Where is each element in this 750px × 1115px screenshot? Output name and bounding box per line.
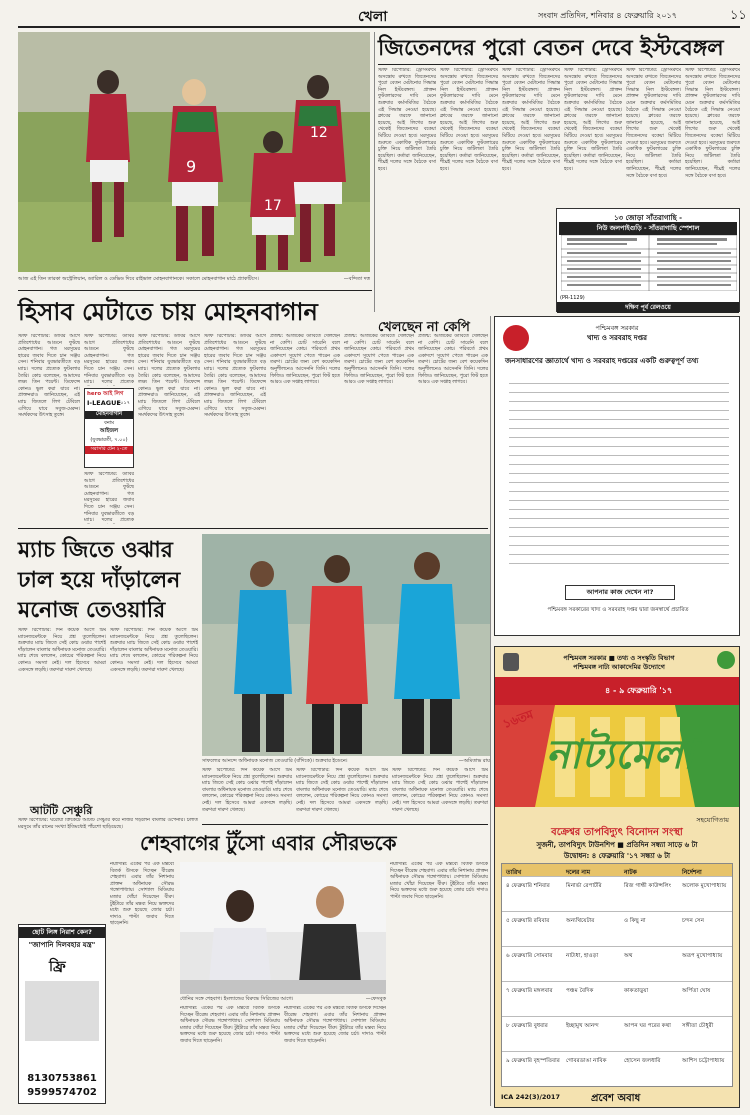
- schedule-play: ও কিছু না: [624, 918, 646, 924]
- ileague-fixture-box: [84, 388, 134, 468]
- ad-free-badge: ফ্রি: [49, 959, 66, 975]
- story3-headline-l1: ম্যাচ জিতে ওঝার: [18, 537, 173, 563]
- story2-body-col1: স্টাফ রিপোর্টার: ডার্বির আগে প্রতিশোধের আগুনে ফুটছে মোহনবাগান। গত মরসুমের হারের জবাব দিতে চান সঞ্জয় সেন। শনিবার যুবভারতীতে বড় ম্যাচ। দলের প্রত্যেক ফুটবলার তৈরি। কোচ বলেছেন, আমাদের লক্ষ্য তিন পয়েন্ট। ডিফেন্সে কোনও ভুল করা যাবে না। প্রাক্তনরাও জানিয়েছেন, এই ম্যাচ জিতলে লিগ টেবিলে এগিয়ে যাবে সবুজ-মেরুন। সমর্থকদের উৎসাহ তুঙ্গে।: [18, 334, 80, 419]
- ileague-brand: hero আই লিগ: [87, 391, 124, 397]
- natya-org: বক্রেশ্বর তাপবিদ্যুৎ বিনোদন সংস্থা: [551, 827, 683, 838]
- venue-time: (যুবভারতী, ৭.০০): [90, 437, 128, 443]
- svg-text:12: 12: [310, 125, 328, 141]
- ileague-logo-text: I-LEAGUE: [87, 399, 121, 407]
- rail-timetable: [561, 235, 737, 291]
- natya-helper: সহযোগিতায়: [696, 816, 729, 824]
- divider: [378, 64, 740, 65]
- column-rule: [490, 316, 491, 1106]
- story2-body-col2: স্টাফ রিপোর্টার: ডার্বির আগে প্রতিশোধের আগুনে ফুটছে মোহনবাগান। গত মরসুমের হারের জবাব দিতে চান সঞ্জয় সেন। শনিবার যুবভারতীতে বড় ম্যাচ। দলের প্রত্যেক: [84, 334, 134, 386]
- schedule-play: হোসেন জলধারি: [624, 1058, 661, 1064]
- home-team: মোহনবাগান: [85, 411, 133, 419]
- broadcast-channel: সরাসরি টেন ২-তে: [85, 446, 133, 454]
- ad-title: ছোট লিঙ্গ নিরাশ কেন?: [19, 927, 105, 938]
- story3-headline-l2: ঢাল হয়ে দাঁড়ালেন: [18, 567, 181, 593]
- schedule-row: [502, 876, 732, 911]
- natya-code: ICA 242(3)/2017: [501, 1093, 560, 1101]
- story1-body-col1: স্টাফ রিপোর্টার: ড্রেসিংরুমে অসন্তোষ রুখতে জিতেনদের পুরো বেতন মেটানোর সিদ্ধান্ত নিল ইস্টবেঙ্গল। প্রাক্তন ফুটবলারদের দাবি মেনে শুক্রবার কর্মসমিতির বৈঠকে এই সিদ্ধান্ত নেওয়া হয়েছে। ক্লাবের তরফে জানানো হয়েছে, আই লিগের শুরু থেকেই জিতেনদের বকেয়া মিটিয়ে দেওয়া হবে। মরসুমের শুরুতে একাধিক ফুটবলারের চুক্তি নিয়ে জটিলতা তৈরি হয়েছিল। কর্তারা জানিয়েছেন, শীঘ্রই দলের সঙ্গে বৈঠকে বসা হবে।: [378, 68, 436, 172]
- natya-entry: প্রবেশ অবাধ: [591, 1093, 641, 1104]
- schedule-play: আপন ঘর পরের কথা: [624, 1023, 671, 1029]
- story1-body-col6: স্টাফ রিপোর্টার: ড্রেসিংরুমে অসন্তোষ রুখতে জিতেনদের পুরো বেতন মেটানোর সিদ্ধান্ত নিল ইস্টবেঙ্গল। প্রাক্তন ফুটবলারদের দাবি মেনে শুক্রবার কর্মসমিতির বৈঠকে এই সিদ্ধান্ত নেওয়া হয়েছে। ক্লাবের তরফে জানানো হয়েছে, আই লিগের শুরু থেকেই জিতেনদের বকেয়া মিটিয়ে দেওয়া হবে। মরসুমের শুরুতে একাধিক ফুটবলারের চুক্তি নিয়ে জটিলতা তৈরি হয়েছিল। কর্তারা জানিয়েছেন, শীঘ্রই দলের সঙ্গে বৈঠকে বসা হবে।: [685, 68, 740, 179]
- ad-subtitle: "জাপানি দিলবহার যন্ত্র": [28, 941, 96, 949]
- schedule-date: ৬ ফেব্রুয়ারি সোমবার: [506, 953, 553, 959]
- story3-sub-headline: আটটি সেঞ্চুরি: [30, 804, 93, 817]
- sehwag-dhoni-photo: [180, 862, 386, 994]
- svg-text:9: 9: [186, 157, 197, 176]
- kepi-body-col2: প্রজন্ম: আজকের ডার্বিতে খেলছেন না কেপি। চোট সারেনি বলে জানিয়েছেন কোচ। পরিবর্তে প্রথম একাদশে সুযোগ পেতে পারেন এক তরুণ। চোটের জন্য বেশ কয়েকদিন অনুশীলনেও আসেননি তিনি। দলের ফিজিও জানিয়েছেন, পুরো ফিট হতে আরও এক সপ্তাহ লাগবে।: [344, 334, 414, 386]
- kepi-body-col3: প্রজন্ম: আজকের ডার্বিতে খেলছেন না কেপি। চোট সারেনি বলে জানিয়েছেন কোচ। পরিবর্তে প্রথম একাদশে সুযোগ পেতে পারেন এক তরুণ। চোটের জন্য বেশ কয়েকদিন অনুশীলনেও আসেননি তিনি। দলের ফিজিও জানিয়েছেন, পুরো ফিট হতে আরও এক সপ্তাহ লাগবে।: [418, 334, 488, 386]
- food-footer: পশ্চিমবঙ্গ সরকারের খাদ্য ও সরবরাহ দপ্তর দ্বারা জনস্বার্থে প্রচারিত: [547, 607, 689, 613]
- schedule-group: পঞ্চম বৈদিক: [566, 988, 594, 994]
- schedule-dir: অর্পিতা ঘোষ: [682, 988, 711, 994]
- schedule-dir: সঙ্গীতা চৌধুরী: [682, 1023, 714, 1029]
- schedule-date: ৯ ফেব্রুয়ারি বৃহস্পতিবার: [506, 1058, 560, 1064]
- cricket-photo: [202, 534, 490, 756]
- rail-special-ad: [556, 208, 740, 312]
- cricket-caption: সাফল্যের আনন্দে অধিনায়ক মনোজ তেওয়ারি (বাঁদিকে)। শুক্রবার ইডেনে।: [202, 758, 348, 764]
- story1-body-col3: স্টাফ রিপোর্টার: ড্রেসিংরুমে অসন্তোষ রুখতে জিতেনদের পুরো বেতন মেটানোর সিদ্ধান্ত নিল ইস্টবেঙ্গল। প্রাক্তন ফুটবলারদের দাবি মেনে শুক্রবার কর্মসমিতির বৈঠকে এই সিদ্ধান্ত নেওয়া হয়েছে। ক্লাবের তরফে জানানো হয়েছে, আই লিগের শুরু থেকেই জিতেনদের বকেয়া মিটিয়ে দেওয়া হবে। মরসুমের শুরুতে একাধিক ফুটবলারের চুক্তি নিয়ে জটিলতা তৈরি হয়েছিল। কর্তারা জানিয়েছেন, শীঘ্রই দলের সঙ্গে বৈঠকে বসা হবে।: [502, 68, 560, 172]
- story2-body-col2b: স্টাফ রিপোর্টার: ডার্বির আগে প্রতিশোধের আগুনে ফুটছে মোহনবাগান। গত মরসুমের হারের জবাব দিতে চান সঞ্জয় সেন। শনিবার যুবভারতীতে বড় ম্যাচ। দলের প্রত্যেক: [84, 472, 134, 524]
- natya-dates: ৪ - ৯ ফেব্রুয়ারি '১৭: [605, 686, 673, 695]
- story3-body-col5: স্টাফ রিপোর্টার: দিন কয়েক আগে টিম ম্যানেজমেন্টকে নিয়ে প্রশ্ন তুলেছিলেন। শুক্রবার ম্যাচ জিতে সেই কোচ ওঝার পাশেই দাঁড়ালেন বাংলার অধিনায়ক মনোজ তেওয়ারি। ম্যাচ শেষে বললেন, কোচের পরিকল্পনা নিয়ে কোনও সমস্যা নেই। দল হিসেবে আমরা একসঙ্গে লড়ছি। তরুণরা দারুণ খেলছে।: [392, 768, 488, 813]
- photo-caption: আজ এই তিন তারকা অস্ট্রেলিয়ান, ড্যারিল ও ডেভিড দিবে রাইভাল মোহনবাগানকে। সকালে মোহনবাগান মাঠে প্র্যাকটিসে।: [18, 276, 259, 282]
- rail-ad-title: ১৩ জোড়া সাঁতরাগাছি -: [613, 214, 683, 222]
- versus: বনাম: [104, 420, 114, 426]
- story3-sub-body: স্টাফ রিপোর্টার: ঘরোয়া ক্রিকেটে আটটি সেঞ্চুরি করে নজির গড়লেন বাংলার ওপেনার। চলতি মরসুমে তাঁর রানের সংখ্যা ইতিমধ্যেই পাঁচশো ছাড়িয়েছে।: [18, 818, 198, 830]
- food-body: [509, 377, 729, 577]
- story2-headline: হিসাব মেটাতে চায় মোহনবাগান: [18, 297, 318, 326]
- schedule-play: রিজ গান্ধী কাউন্সলিং: [624, 883, 672, 889]
- table-header: [502, 864, 732, 876]
- schedule-date: ৫ ফেব্রুয়ারি রবিবার: [506, 918, 550, 924]
- kepi-body-col1: প্রজন্ম: আজকের ডার্বিতে খেলছেন না কেপি। চোট সারেনি বলে জানিয়েছেন কোচ। পরিবর্তে প্রথম একাদশে সুযোগ পেতে পারেন এক তরুণ। চোটের জন্য বেশ কয়েকদিন অনুশীলনেও আসেননি তিনি। দলের ফিজিও জানিয়েছেন, পুরো ফিট হতে আরও এক সপ্তাহ লাগবে।: [270, 334, 340, 386]
- dateline: সংবাদ প্রতিদিন, শনিবার ৪ ফেব্রুয়ারি ২০১৭: [538, 11, 677, 20]
- story4-headline: শেহবাগের টুঁসো এবার সৌরভকে: [140, 831, 397, 855]
- sehwag-caption: ধোনির সঙ্গে শেহবাগ। ইংল্যান্ডের বিরুদ্ধে সিরিজের আগে।: [180, 996, 294, 1002]
- natya-schedule-table: [501, 863, 733, 1087]
- food-hello: আপনার কাজ দেখেন না?: [565, 585, 675, 600]
- natya-banner: [495, 677, 739, 807]
- ad-phone-1: 8130753861: [27, 1073, 97, 1084]
- schedule-group: অন্যথিয়েটার: [566, 918, 595, 924]
- natya-academy: পশ্চিমবঙ্গ নাট্য আকাদেমির উদ্যোগে: [573, 663, 665, 671]
- schedule-dir: চন্দন সেন: [682, 918, 704, 924]
- story3-body-col4: স্টাফ রিপোর্টার: দিন কয়েক আগে টিম ম্যানেজমেন্টকে নিয়ে প্রশ্ন তুলেছিলেন। শুক্রবার ম্যাচ জিতে সেই কোচ ওঝার পাশেই দাঁড়ালেন বাংলার অধিনায়ক মনোজ তেওয়ারি। ম্যাচ শেষে বললেন, কোচের পরিকল্পনা নিয়ে কোনও সমস্যা নেই। দল হিসেবে আমরা একসঙ্গে লড়ছি। তরুণরা দারুণ খেলছে।: [296, 768, 388, 813]
- rail-ad-route: নিউ জলপাইগুড়ি - সাঁতরাগাছি স্পেশাল: [559, 222, 737, 235]
- schedule-row: [502, 981, 732, 1016]
- story4-body-col2: নয়াদিল্লি: একের পর এক মন্তব্যে বিতর্ক উসকে দিচ্ছেন বীরেন্দ্র শেহবাগ। এবার তাঁর নিশানায় প্রাক্তন অধিনায়ক সৌরভ গঙ্গোপাধ্যায়। সোশ্যাল মিডিয়ায় মজার খোঁচা দিয়েছেন বীরু। টুইটারে তাঁর মন্তব্য নিয়ে ভক্তদের মধ্যে শুরু হয়েছে জোর চর্চা। দাদাও পাল্টা জবাব দিতে ছাড়েননি।: [180, 1006, 280, 1044]
- ad-phone-2: 9599574702: [27, 1087, 97, 1098]
- photo-credit: —বন্দিতা দত্ত: [343, 276, 370, 282]
- schedule-dir: আশিস চট্টোপাধ্যায়: [682, 1058, 725, 1064]
- schedule-group: ইচ্ছামুখ আনন্দ: [566, 1023, 599, 1029]
- schedule-date: ৮ ফেব্রুয়ারি বুধবার: [506, 1023, 548, 1029]
- schedule-row: [502, 1016, 732, 1051]
- section-rule: [18, 290, 372, 291]
- ileague-year: ২০১৭: [117, 400, 130, 406]
- cricket-credit: —অমিতাভ রায়: [458, 758, 490, 764]
- th-dir: নির্দেশনা: [682, 869, 702, 876]
- section-rule: [202, 824, 488, 825]
- story1-body-col5: স্টাফ রিপোর্টার: ড্রেসিংরুমে অসন্তোষ রুখতে জিতেনদের পুরো বেতন মেটানোর সিদ্ধান্ত নিল ইস্টবেঙ্গল। প্রাক্তন ফুটবলারদের দাবি মেনে শুক্রবার কর্মসমিতির বৈঠকে এই সিদ্ধান্ত নেওয়া হয়েছে। ক্লাবের তরফে জানানো হয়েছে, আই লিগের শুরু থেকেই জিতেনদের বকেয়া মিটিয়ে দেওয়া হবে। মরসুমের শুরুতে একাধিক ফুটবলারের চুক্তি নিয়ে জটিলতা তৈরি হয়েছিল। কর্তারা জানিয়েছেন, শীঘ্রই দলের সঙ্গে বৈঠকে বসা হবে।: [626, 68, 681, 179]
- sehwag-credit: —ফেসবুক: [365, 996, 386, 1002]
- classified-ad: [18, 924, 106, 1104]
- story1-body-col4: স্টাফ রিপোর্টার: ড্রেসিংরুমে অসন্তোষ রুখতে জিতেনদের পুরো বেতন মেটানোর সিদ্ধান্ত নিল ইস্টবেঙ্গল। প্রাক্তন ফুটবলারদের দাবি মেনে শুক্রবার কর্মসমিতির বৈঠকে এই সিদ্ধান্ত নেওয়া হয়েছে। ক্লাবের তরফে জানানো হয়েছে, আই লিগের শুরু থেকেই জিতেনদের বকেয়া মিটিয়ে দেওয়া হবে। মরসুমের শুরুতে একাধিক ফুটবলারের চুক্তি নিয়ে জটিলতা তৈরি হয়েছিল। কর্তারা জানিয়েছেন, শীঘ্রই দলের সঙ্গে বৈঠকে বসা হবে।: [564, 68, 622, 172]
- story3-body-col1: স্টাফ রিপোর্টার: দিন কয়েক আগে টিম ম্যানেজমেন্টকে নিয়ে প্রশ্ন তুলেছিলেন। শুক্রবার ম্যাচ জিতে সেই কোচ ওঝার পাশেই দাঁড়ালেন বাংলার অধিনায়ক মনোজ তেওয়ারি। ম্যাচ শেষে বললেন, কোচের পরিকল্পনা নিয়ে কোনও সমস্যা নেই। দল হিসেবে আমরা একসঙ্গে লড়ছি। তরুণরা দারুণ খেলছে।: [18, 628, 106, 673]
- story3-body-col2: স্টাফ রিপোর্টার: দিন কয়েক আগে টিম ম্যানেজমেন্টকে নিয়ে প্রশ্ন তুলেছিলেন। শুক্রবার ম্যাচ জিতে সেই কোচ ওঝার পাশেই দাঁড়ালেন বাংলার অধিনায়ক মনোজ তেওয়ারি। ম্যাচ শেষে বললেন, কোচের পরিকল্পনা নিয়ে কোনও সমস্যা নেই। দল হিসেবে আমরা একসঙ্গে লড়ছি। তরুণরা দারুণ খেলছে।: [110, 628, 198, 673]
- gov-emblem-icon: [503, 653, 519, 671]
- story3-headline-l3: মনোজ তেওয়ারি: [18, 597, 166, 623]
- ad-image: [25, 981, 99, 1041]
- kepi-headline: খেলছেন না কেপি: [378, 320, 470, 335]
- football-practice-photo: [18, 32, 370, 272]
- schedule-date: ৭ ফেব্রুয়ারি মঙ্গলবার: [506, 988, 553, 994]
- story4-body-col1: নয়াদিল্লি: একের পর এক মন্তব্যে বিতর্ক উসকে দিচ্ছেন বীরেন্দ্র শেহবাগ। এবার তাঁর নিশানায় প্রাক্তন অধিনায়ক সৌরভ গঙ্গোপাধ্যায়। সোশ্যাল মিডিয়ায় মজার খোঁচা দিয়েছেন বীরু। টুইটারে তাঁর মন্তব্য নিয়ে ভক্তদের মধ্যে শুরু হয়েছে জোর চর্চা। দাদাও পাল্টা জবাব দিতে ছাড়েননি।: [110, 862, 174, 927]
- th-date: তারিখ: [506, 869, 522, 876]
- schedule-play: কাকতাড়ুয়া: [624, 988, 649, 994]
- schedule-play: অথ: [624, 953, 633, 959]
- column-rule: [374, 32, 375, 312]
- natya-gov: পশ্চিমবঙ্গ সরকার ■ তথ্য ও সংস্কৃতি বিভাগ: [563, 654, 675, 662]
- schedule-row: [502, 946, 732, 981]
- rail-ad-code: (PR-1129): [560, 295, 585, 301]
- svg-text:17: 17: [264, 198, 282, 214]
- schedule-row: [502, 1051, 732, 1086]
- schedule-group: মিনার্ভা রেপার্টরি: [566, 883, 602, 889]
- schedule-row: [502, 911, 732, 946]
- story2-body-col4: স্টাফ রিপোর্টার: ডার্বির আগে প্রতিশোধের আগুনে ফুটছে মোহনবাগান। গত মরসুমের হারের জবাব দিতে চান সঞ্জয় সেন। শনিবার যুবভারতীতে বড় ম্যাচ। দলের প্রত্যেক ফুটবলার তৈরি। কোচ বলেছেন, আমাদের লক্ষ্য তিন পয়েন্ট। ডিফেন্সে কোনও ভুল করা যাবে না। প্রাক্তনরাও জানিয়েছেন, এই ম্যাচ জিতলে লিগ টেবিলে এগিয়ে যাবে সবুজ-মেরুন। সমর্থকদের উৎসাহ তুঙ্গে।: [204, 334, 266, 419]
- natya-inauguration: উদ্বোধন: ৪ ফেব্রুয়ারি '১৭ সন্ধ্যা ৬ টা: [563, 852, 671, 860]
- schedule-group: গোবরডাঙা নাবিক: [566, 1058, 607, 1064]
- academy-logo-icon: [717, 651, 735, 669]
- story3-body-col3: স্টাফ রিপোর্টার: দিন কয়েক আগে টিম ম্যানেজমেন্টকে নিয়ে প্রশ্ন তুলেছিলেন। শুক্রবার ম্যাচ জিতে সেই কোচ ওঝার পাশেই দাঁড়ালেন বাংলার অধিনায়ক মনোজ তেওয়ারি। ম্যাচ শেষে বললেন, কোচের পরিকল্পনা নিয়ে কোনও সমস্যা নেই। দল হিসেবে আমরা একসঙ্গে লড়ছি। তরুণরা দারুণ খেলছে।: [202, 768, 292, 813]
- schedule-dir: অলোক মুখোপাধ্যায়: [682, 883, 727, 889]
- story1-headline: জিতেনদের পুরো বেতন দেবে ইস্টবেঙ্গল: [378, 35, 724, 61]
- natya-mela-ad: [494, 646, 740, 1108]
- schedule-dir: অরূপ মুখোপাধ্যায়: [682, 953, 723, 959]
- natya-title: নাট্যমেলা: [545, 731, 695, 778]
- food-headline: জনসাধারণের জ্ঞাতার্থে খাদ্য ও সরবরাহ দপ্তরের একটি গুরুত্বপূর্ণ তথ্য: [505, 357, 699, 365]
- natya-venue: সুজনী, তাপবিদ্যুৎ টাউনশিপ ■ প্রতিদিন সন্ধ্যা সাড়ে ৬ টা: [536, 841, 698, 849]
- schedule-date: ৪ ফেব্রুয়ারি শনিবার: [506, 883, 550, 889]
- page-number: ১১: [730, 8, 747, 23]
- away-team: আইজল: [99, 428, 119, 434]
- schedule-group: নাট্যধা, হাওড়া: [566, 953, 599, 959]
- rail-ad-footer: দক্ষিণ পূর্ব রেলওয়ে: [557, 302, 739, 313]
- story1-body-col2: স্টাফ রিপোর্টার: ড্রেসিংরুমে অসন্তোষ রুখতে জিতেনদের পুরো বেতন মেটানোর সিদ্ধান্ত নিল ইস্টবেঙ্গল। প্রাক্তন ফুটবলারদের দাবি মেনে শুক্রবার কর্মসমিতির বৈঠকে এই সিদ্ধান্ত নেওয়া হয়েছে। ক্লাবের তরফে জানানো হয়েছে, আই লিগের শুরু থেকেই জিতেনদের বকেয়া মিটিয়ে দেওয়া হবে। মরসুমের শুরুতে একাধিক ফুটবলারের চুক্তি নিয়ে জটিলতা তৈরি হয়েছিল। কর্তারা জানিয়েছেন, শীঘ্রই দলের সঙ্গে বৈঠকে বসা হবে।: [440, 68, 498, 172]
- section-rule: [18, 528, 488, 529]
- story2-body-col3: স্টাফ রিপোর্টার: ডার্বির আগে প্রতিশোধের আগুনে ফুটছে মোহনবাগান। গত মরসুমের হারের জবাব দিতে চান সঞ্জয় সেন। শনিবার যুবভারতীতে বড় ম্যাচ। দলের প্রত্যেক ফুটবলার তৈরি। কোচ বলেছেন, আমাদের লক্ষ্য তিন পয়েন্ট। ডিফেন্সে কোনও ভুল করা যাবে না। প্রাক্তনরাও জানিয়েছেন, এই ম্যাচ জিতলে লিগ টেবিলে এগিয়ে যাবে সবুজ-মেরুন। সমর্থকদের উৎসাহ তুঙ্গে।: [138, 334, 200, 419]
- page-header: [18, 4, 747, 28]
- food-supply-notice: [494, 316, 740, 636]
- food-dept: পশ্চিমবঙ্গ সরকার: [595, 324, 639, 332]
- th-group: দলের নাম: [566, 869, 591, 876]
- th-play: নাটক: [624, 869, 637, 876]
- story4-body-col4: নয়াদিল্লি: একের পর এক মন্তব্যে বিতর্ক উসকে দিচ্ছেন বীরেন্দ্র শেহবাগ। এবার তাঁর নিশানায় প্রাক্তন অধিনায়ক সৌরভ গঙ্গোপাধ্যায়। সোশ্যাল মিডিয়ায় মজার খোঁচা দিয়েছেন বীরু। টুইটারে তাঁর মন্তব্য নিয়ে ভক্তদের মধ্যে শুরু হয়েছে জোর চর্চা। দাদাও পাল্টা জবাব দিতে ছাড়েননি।: [390, 862, 488, 900]
- natya-edition: ১৬তম: [500, 707, 536, 732]
- story4-body-col3: নয়াদিল্লি: একের পর এক মন্তব্যে বিতর্ক উসকে দিচ্ছেন বীরেন্দ্র শেহবাগ। এবার তাঁর নিশানায় প্রাক্তন অধিনায়ক সৌরভ গঙ্গোপাধ্যায়। সোশ্যাল মিডিয়ায় মজার খোঁচা দিয়েছেন বীরু। টুইটারে তাঁর মন্তব্য নিয়ে ভক্তদের মধ্যে শুরু হয়েছে জোর চর্চা। দাদাও পাল্টা জবাব দিতে ছাড়েননি।: [284, 1006, 386, 1044]
- food-office: খাদ্য ও সরবরাহ দপ্তর: [586, 334, 647, 342]
- section-title: খেলা: [358, 9, 388, 25]
